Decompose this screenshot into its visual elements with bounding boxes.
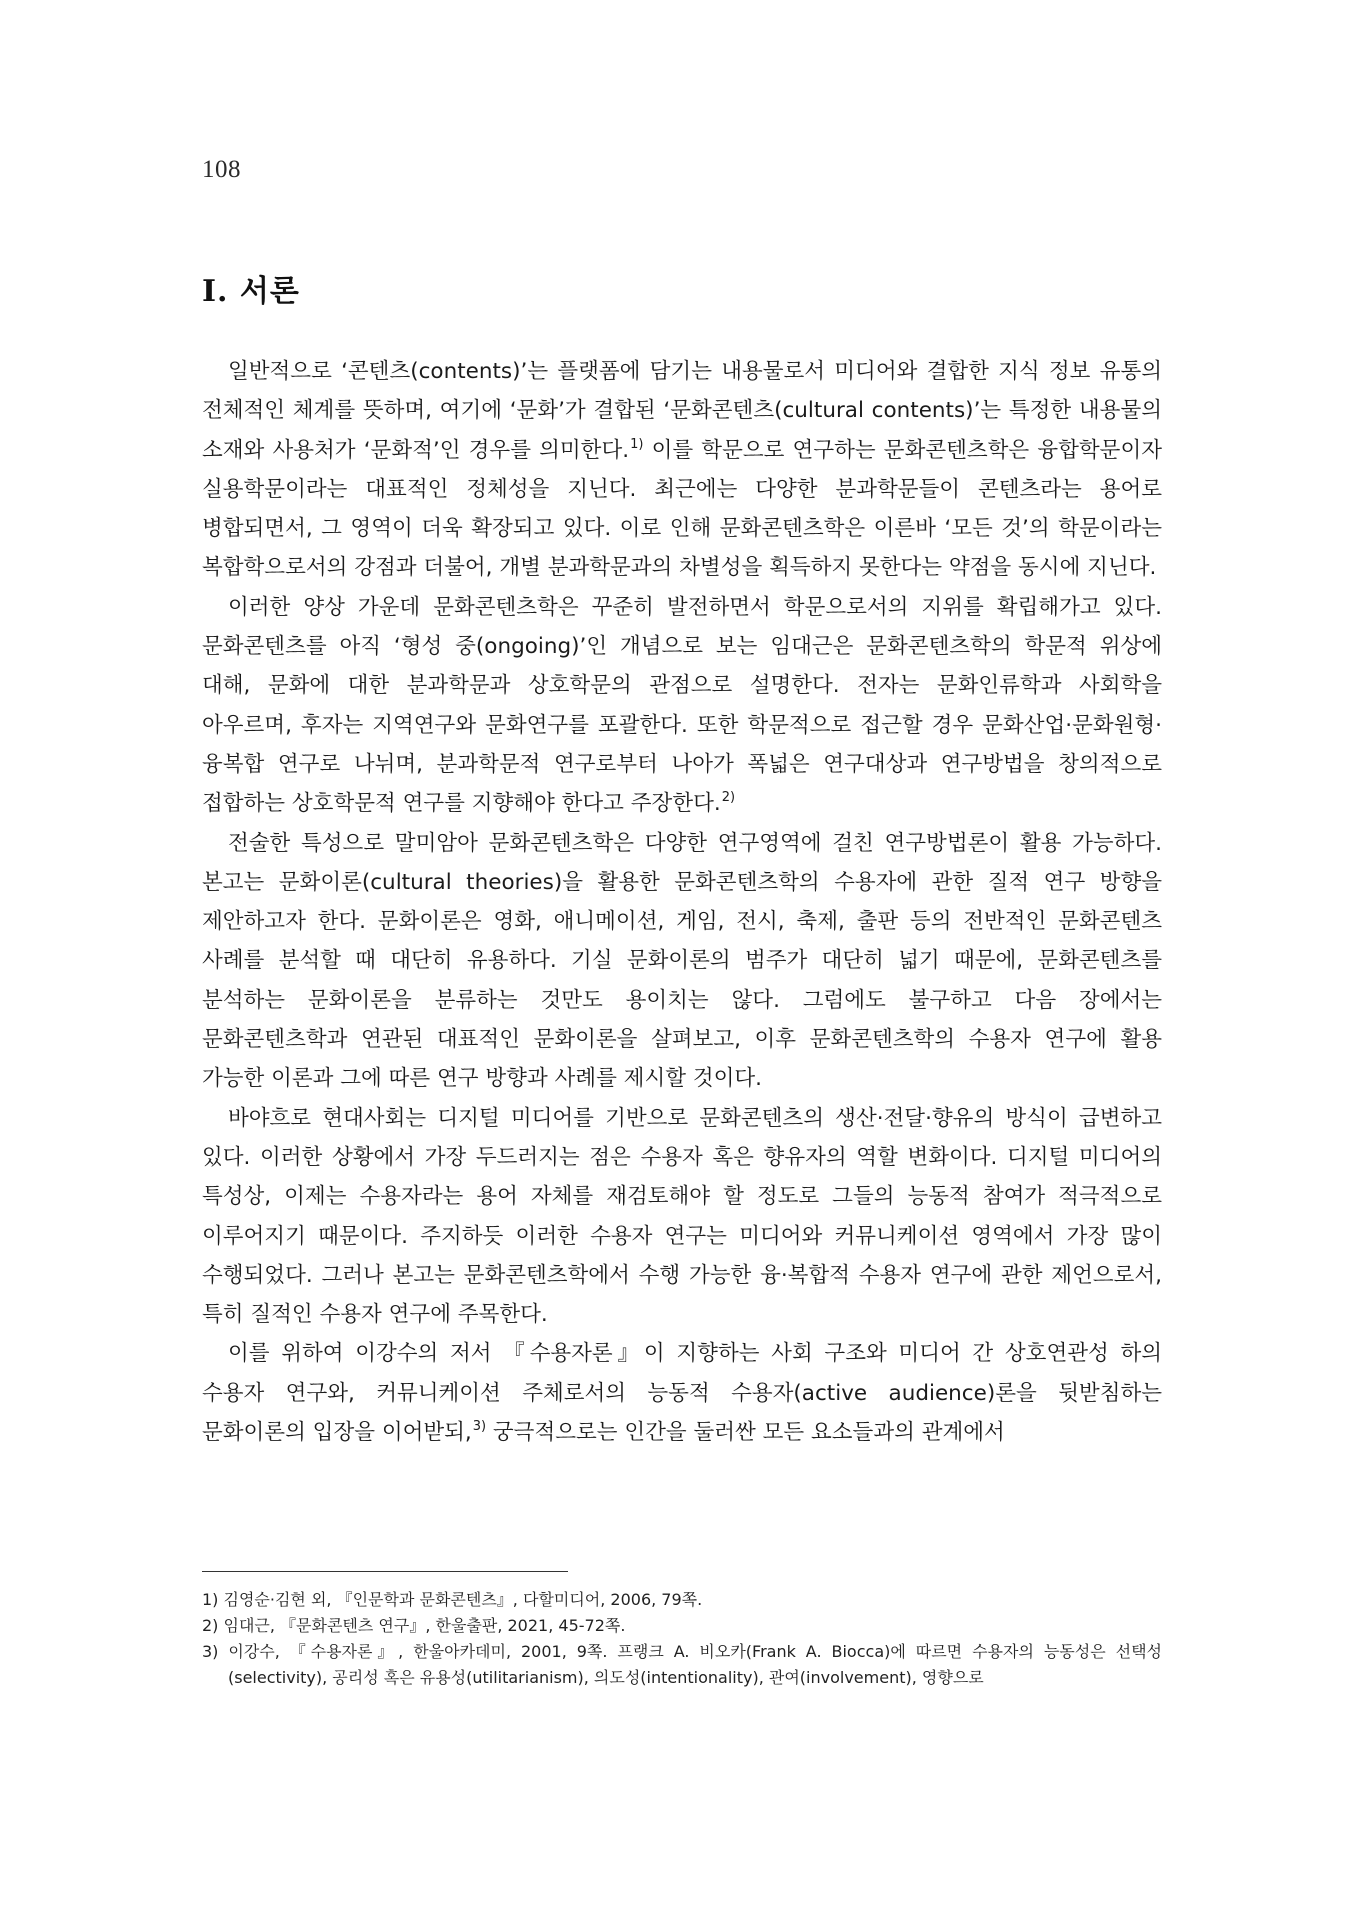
paragraph-text: 이러한 양상 가운데 문화콘텐츠학은 꾸준히 발전하면서 학문으로서의 지위를 확립해가고 있다. 문화콘텐츠를 아직 ‘형성 중(ongoing)’인 개념으로 보는 임대근은 문화콘텐츠학의 학문적 위상에 대해, 문화에 대한 분과학문과 상호학문의 관점으로 설명한다. 전자는 문화인류학과 사회학을 아우르며, 후자는 지역연구와 문화연구를 포괄한다. 또한 학문적으로 접근할 경우 문화산업·문화원형·융복합 연구로 나뉘며, 분과학문적 연구로부터 나아가 폭넓은 연구대상과 연구방법을 창의적으로 접합하는 상호학문적 연구를 지향해야 한다고 주장한다.: [202, 594, 1162, 817]
footnote-2: 2) 임대근, 『문화콘텐츠 연구』, 한울출판, 2021, 45-72쪽.: [202, 1616, 626, 1635]
footnote-1: 1) 김영순·김현 외, 『인문학과 문화콘텐츠』, 다할미디어, 2006, 79쪽.: [202, 1590, 703, 1609]
footnote-3: 3) 이강수, 『수용자론』, 한울아카데미, 2001, 9쪽. 프랭크 A. 비오카(Frank A. Biocca)에 따르면 수용자의 능동성은 선택성(selectivity), 공리성 혹은 유용성(utilitarianism), 의도성(intentionality), 관여(involvement), 영향으로: [202, 1642, 1162, 1687]
footnote-divider: [202, 1571, 568, 1572]
paragraph-3: [202, 824, 1162, 1099]
paragraph-text: 바야흐로 현대사회는 디지털 미디어를 기반으로 문화콘텐츠의 생산·전달·향유의 방식이 급변하고 있다. 이러한 상황에서 가장 두드러지는 점은 수용자 혹은 향유자의 역할 변화이다. 디지털 미디어의 특성상, 이제는 수용자라는 용어 자체를 재검토해야 할 정도로 그들의 능동적 참여가 적극적으로 이루어지기 때문이다. 주지하듯 이러한 수용자 연구는 미디어와 커뮤니케이션 영역에서 가장 많이 수행되었다. 그러나 본고는 문화콘텐츠학에서 수행 가능한 융·복합적 수용자 연구에 관한 제언으로서, 특히 질적인 수용자 연구에 주목한다.: [202, 1105, 1162, 1328]
footnote-ref-2[interactable]: 2): [721, 790, 736, 806]
paragraph-2: [202, 588, 1162, 824]
section-title: Ⅰ. 서론: [202, 274, 300, 309]
paragraph-text: 일반적으로 ‘콘텐츠(contents)’는 플랫폼에 담기는 내용물로서 미디어와 결합한 지식 정보 유통의 전체적인 체계를 뜻하며, 여기에 ‘문화’가 결합된 ‘문화콘텐츠(cultural contents)’는 특정한 내용물의 소재와 사용처가 ‘문화적’인 경우를 의미한다.: [202, 359, 1162, 463]
paragraph-text-tail: 이를 학문으로 연구하는 문화콘텐츠학은 융합학문이자 실용학문이라는 대표적인 정체성을 지닌다. 최근에는 다양한 분과학문들이 콘텐츠라는 용어로 병합되면서, 그 영역이 더욱 확장되고 있다. 이로 인해 문화콘텐츠학은 이른바 ‘모든 것’의 학문이라는 복합학으로서의 강점과 더불어, 개별 분과학문과의 차별성을 획득하지 못한다는 약점을 동시에 지닌다.: [202, 437, 1162, 581]
footnote-ref-1[interactable]: 1): [630, 436, 644, 452]
paragraph-text: 전술한 특성으로 말미암아 문화콘텐츠학은 다양한 연구영역에 걸친 연구방법론이 활용 가능하다. 본고는 문화이론(cultural theories)을 활용한 문화콘텐츠학의 수용자에 관한 질적 연구 방향을 제안하고자 한다. 문화이론은 영화, 애니메이션, 게임, 전시, 축제, 출판 등의 전반적인 문화콘텐츠 사례를 분석할 때 대단히 유용하다. 기실 문화이론의 범주가 대단히 넓기 때문에, 문화콘텐츠를 분석하는 문화이론을 분류하는 것만도 용이치는 않다. 그럼에도 불구하고 다음 장에서는 문화콘텐츠학과 연관된 대표적인 문화이론을 살펴보고, 이후 문화콘텐츠학의 수용자 연구에 활용 가능한 이론과 그에 따른 연구 방향과 사례를 제시할 것이다.: [202, 830, 1162, 1092]
body-text: [202, 352, 1162, 1452]
paragraph-5: [202, 1334, 1162, 1452]
footnote-ref-3[interactable]: 3): [472, 1419, 487, 1435]
paragraph-4: [202, 1099, 1162, 1335]
paragraph-1: [202, 352, 1162, 588]
paragraph-text-tail: 궁극적으로는 인간을 둘러싼 모든 요소들과의 관계에서: [486, 1420, 1005, 1446]
footnotes: [202, 1587, 1162, 1691]
paragraph-text: 이를 위하여 이강수의 저서 『수용자론』이 지향하는 사회 구조와 미디어 간 상호연관성 하의 수용자 연구와, 커뮤니케이션 주체로서의 능동적 수용자(active audience)론을 뒷받침하는 문화이론의 입장을 이어받되,: [202, 1341, 1162, 1446]
page-number: 108: [202, 156, 241, 183]
